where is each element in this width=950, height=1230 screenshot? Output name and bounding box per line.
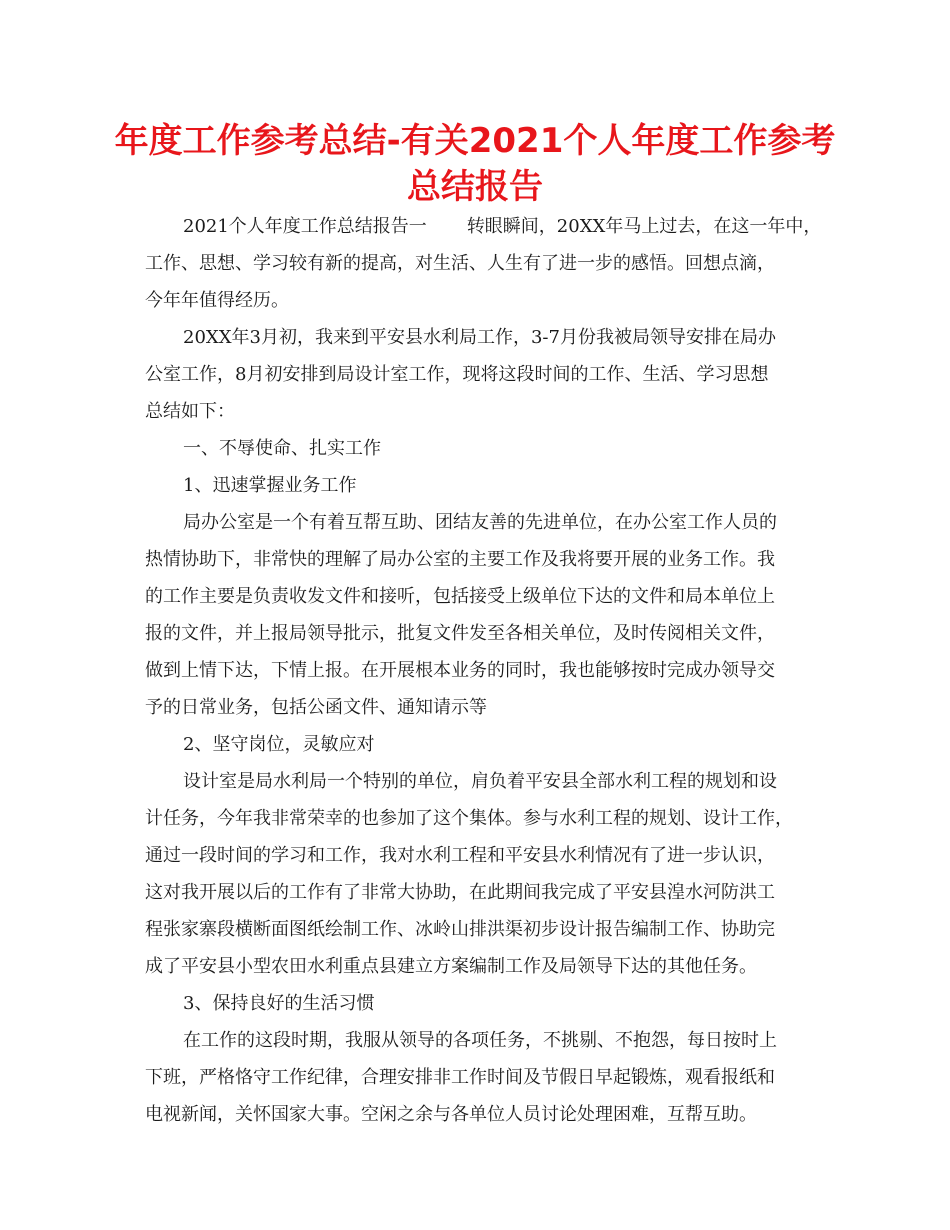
text-line xyxy=(145,319,821,356)
text-line-content: 公室工作，8月初安排到局设计室工作，现将这段时间的工作、生活、学习思想 xyxy=(145,364,769,385)
text-line-content: 今年年值得经历。 xyxy=(145,290,289,311)
title-line-2: 总结报告 xyxy=(407,167,543,207)
text-line-content: 电视新闻，关怀国家大事。空闲之余与各单位人员讨论处理困难，互帮互助。 xyxy=(145,1104,757,1125)
text-line xyxy=(145,1022,821,1059)
text-line xyxy=(145,467,821,504)
text-line xyxy=(145,948,821,985)
text-line-content: 3、保持良好的生活习惯 xyxy=(183,993,375,1014)
text-line-content: 程张家寨段横断面图纸绘制工作、冰岭山排洪渠初步设计报告编制工作、协助完 xyxy=(145,919,775,940)
text-line-content: 在工作的这段时期，我服从领导的各项任务，不挑剔、不抱怨，每日按时上 xyxy=(183,1030,777,1051)
text-line xyxy=(145,689,821,726)
text-line-tail: 转眼瞬间，20XX年马上过去，在这一年中， xyxy=(466,216,821,237)
text-line-content: 这对我开展以后的工作有了非常大协助，在此期间我完成了平安县湟水河防洪工 xyxy=(145,882,775,903)
text-line-content: 2021个人年度工作总结报告一 xyxy=(183,216,427,237)
title-line-1: 年度工作参考总结-有关2021个人年度工作参考 xyxy=(114,121,836,161)
text-line xyxy=(145,985,821,1022)
text-line xyxy=(145,652,821,689)
text-line-content: 下班，严格恪守工作纪律，合理安排非工作时间及节假日早起锻炼，观看报纸和 xyxy=(145,1067,775,1088)
text-line xyxy=(145,1096,821,1133)
text-line xyxy=(145,356,821,393)
text-line-content: 20XX年3月初，我来到平安县水利局工作，3-7月份我被局领导安排在局办 xyxy=(183,327,776,348)
text-line xyxy=(145,208,821,245)
text-line-content: 1、迅速掌握业务工作 xyxy=(183,475,357,496)
text-line xyxy=(145,763,821,800)
text-line-content: 总结如下： xyxy=(145,401,235,422)
text-line-content: 局办公室是一个有着互帮互助、团结友善的先进单位，在办公室工作人员的 xyxy=(183,512,777,533)
text-line-content: 热情协助下，非常快的理解了局办公室的主要工作及我将要开展的业务工作。我 xyxy=(145,549,775,570)
text-line xyxy=(145,800,821,837)
text-line xyxy=(145,393,821,430)
text-line-content: 一、不辱使命、扎实工作 xyxy=(183,438,381,459)
text-line-content: 计任务，今年我非常荣幸的也参加了这个集体。参与水利工程的规划、设计工作， xyxy=(145,808,793,829)
text-line xyxy=(145,1059,821,1096)
text-line xyxy=(145,541,821,578)
text-line xyxy=(145,874,821,911)
text-line xyxy=(145,282,821,319)
text-line-content: 设计室是局水利局一个特别的单位，肩负着平安县全部水利工程的规划和设 xyxy=(183,771,777,792)
text-line xyxy=(145,911,821,948)
text-line xyxy=(145,615,821,652)
text-line xyxy=(145,245,821,282)
text-line-content: 成了平安县小型农田水利重点县建立方案编制工作及局领导下达的其他任务。 xyxy=(145,956,757,977)
document-title xyxy=(110,118,840,210)
text-line-content: 2、坚守岗位，灵敏应对 xyxy=(183,734,375,755)
text-line xyxy=(145,504,821,541)
text-line-content: 的工作主要是负责收发文件和接听，包括接受上级单位下达的文件和局本单位上 xyxy=(145,586,775,607)
text-line-content: 通过一段时间的学习和工作，我对水利工程和平安县水利情况有了进一步认识， xyxy=(145,845,775,866)
text-line-content: 报的文件，并上报局领导批示，批复文件发至各相关单位，及时传阅相关文件， xyxy=(145,623,775,644)
document-body xyxy=(145,208,821,1133)
text-line xyxy=(145,430,821,467)
text-line xyxy=(145,837,821,874)
text-line-content: 工作、思想、学习较有新的提高，对生活、人生有了进一步的感悟。回想点滴， xyxy=(145,253,775,274)
text-line-content: 做到上情下达，下情上报。在开展根本业务的同时，我也能够按时完成办领导交 xyxy=(145,660,775,681)
text-line-content: 予的日常业务，包括公函文件、通知请示等 xyxy=(145,697,487,718)
text-line xyxy=(145,726,821,763)
text-line xyxy=(145,578,821,615)
